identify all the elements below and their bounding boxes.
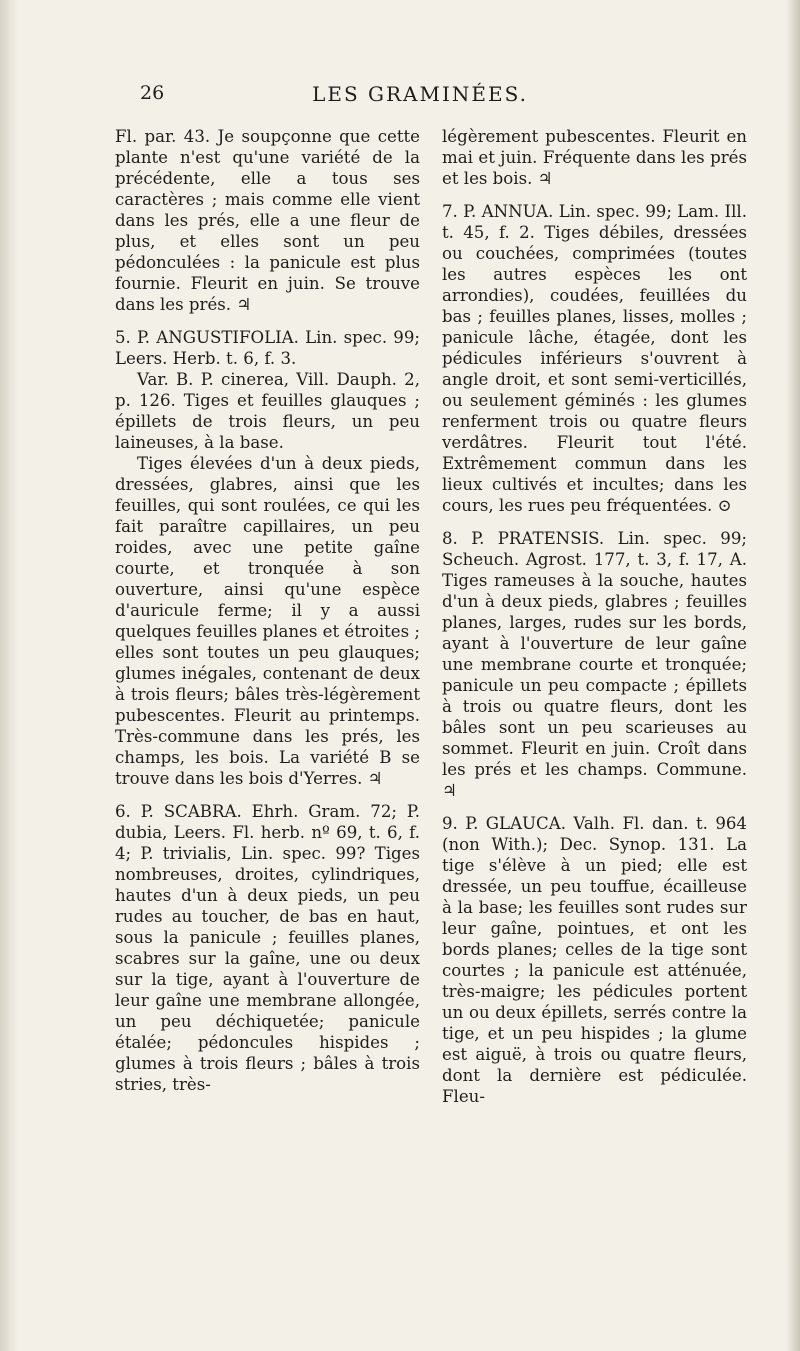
left-column [115,126,420,1107]
entry-poa-angustifolia [115,327,420,789]
paragraph: 7. P. ANNUA. Lin. spec. 99; Lam. Ill. t. 45, f. 2. Tiges débiles, dressées ou couchées, comprimées (toutes les autres espèces les ont arrondies), coudées, feuillées du bas ; feuilles planes, lisses, molles ; panicule lâche, étagée, dont les pédicules inférieurs s'ouvrent à angle droit, et sont semi-verticillés, ou seulement géminés : les glumes renferment trois ou quatre fleurs verdâtres. Fleurit tout l'été. Extrêmement commun dans les lieux cultivés et incultes; dans les cours, les rues peu fréquentées. ⊙ [442,202,747,515]
page-header [0,82,800,112]
paragraph: 9. P. GLAUCA. Valh. Fl. dan. t. 964 (non With.); Dec. Synop. 131. La tige s'élève à un pied; elle est dressée, un peu touffue, écailleuse à la base; les feuilles sont rudes sur leur gaîne, pointues, et ont les bords planes; celles de la tige sont courtes ; la panicule est atténuée, très-maigre; les pédicules portent un ou deux épillets, serrés contre la tige, et un peu hispides ; la glume est aiguë, à trois ou quatre fleurs, dont la dernière est pédiculée. Fleu- [442,814,747,1106]
page-edge-right [786,0,800,1351]
paragraph: 5. P. ANGUSTIFOLIA. Lin. spec. 99; Leers. Herb. t. 6, f. 3. [115,328,420,368]
page-edge-left [0,0,18,1351]
paragraph: légèrement pubescentes. Fleurit en mai et juin. Fréquente dans les prés et les bois. ♃ [442,127,747,188]
entry-poa-glauca [442,813,747,1107]
entry-poa-scabra [115,801,420,1095]
paragraph: Var. B. P. cinerea, Vill. Dauph. 2, p. 126. Tiges et feuilles glauques ; épillets de trois fleurs, un peu laineuses, à la base. [115,370,420,452]
paragraph: 6. P. SCABRA. Ehrh. Gram. 72; P. dubia, Leers. Fl. herb. nº 69, t. 6, f. 4; P. trivialis, Lin. spec. 99? Tiges nombreuses, droites, cylindriques, hautes d'un à deux pieds, un peu rudes au toucher, de bas en haut, sous la panicule ; feuilles planes, scabres sur la gaîne, une ou deux sur la tige, ayant à l'ouverture de leur gaîne une membrane allongée, un peu déchiquetée; panicule étalée; pédoncules hispides ; glumes à trois fleurs ; bâles à trois stries, très- [115,802,420,1094]
paragraph: 8. P. PRATENSIS. Lin. spec. 99; Scheuch. Agrost. 177, t. 3, f. 17, A. Tiges rameuses à la souche, hautes d'un à deux pieds, glabres ; feuilles planes, larges, rudes sur les bords, ayant à l'ouverture de leur gaîne une membrane courte et tronquée; panicule un peu compacte ; épillets à trois ou quatre fleurs, dont les bâles sont un peu scarieuses au sommet. Fleurit en juin. Croît dans les prés et les champs. Commune. ♃ [442,529,747,800]
right-column [442,126,747,1119]
paragraph: Tiges élevées d'un à deux pieds, dressées, glabres, ainsi que les feuilles, qui sont roulées, ce qui les fait paraître capillaires, un peu roides, avec une petite gaîne courte, et tronquée à son ouverture, ainsi qu'une espèce d'auricule ferme; il y a aussi quelques feuilles planes et étroites ; elles sont toutes un peu glauques; glumes inégales, contenant de deux à trois fleurs; bâles très-légèrement pubescentes. Fleurit au printemps. Très-commune dans les prés, les champs, les bois. La variété B se trouve dans les bois d'Yerres. ♃ [115,454,421,788]
entry-continuation [442,126,747,189]
page-number: 26 [140,82,165,104]
running-title: LES GRAMINÉES. [312,82,528,106]
entry-continuation [115,126,420,315]
entry-poa-pratensis [442,528,747,801]
entry-poa-annua [442,201,747,516]
paragraph: Fl. par. 43. Je soupçonne que cette plante n'est qu'une variété de la précédente, elle a tous ses caractères ; mais comme elle vient dans les prés, elle a une fleur de plus, et elles sont un peu pédonculées : la panicule est plus fournie. Fleurit en juin. Se trouve dans les prés. ♃ [115,127,420,314]
